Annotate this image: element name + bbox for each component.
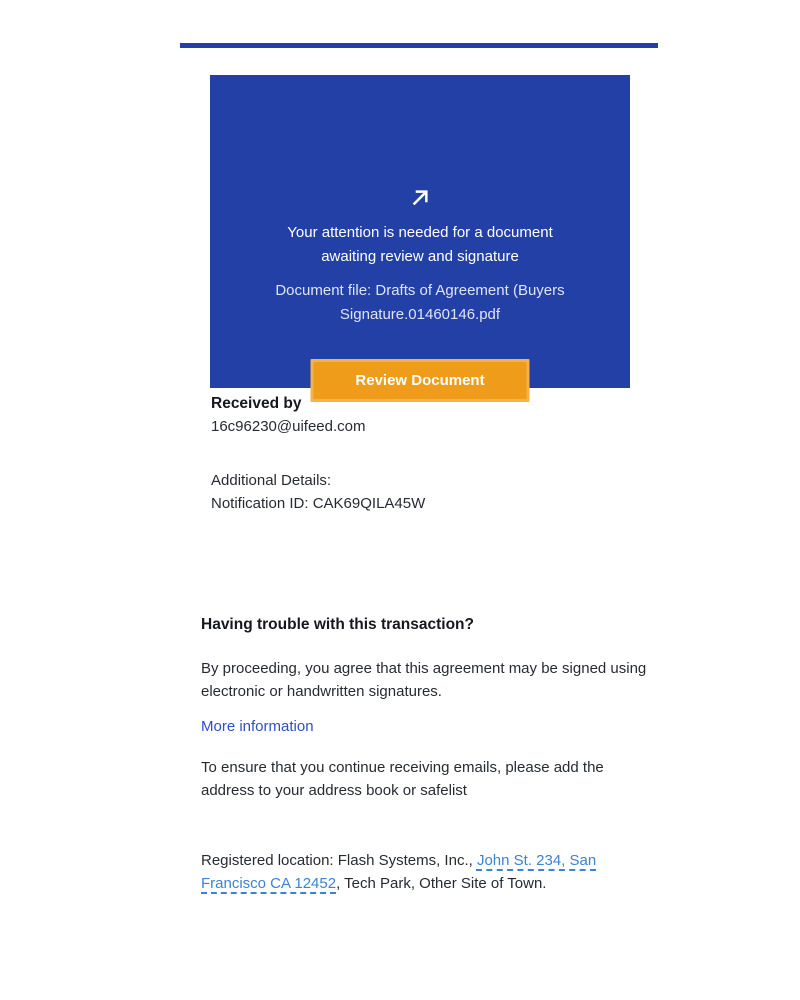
safelist-text: To ensure that you continue receiving emails, please add the address to your address book or safelist <box>201 759 604 799</box>
additional-details-label: Additional Details: <box>211 472 332 489</box>
help-heading: Having trouble with this transaction? <box>201 616 474 633</box>
banner-headline: Your attention is needed for a document awaiting review and signature <box>287 224 553 265</box>
address-link[interactable]: John St. 234, San Francisco CA 12452 <box>201 852 597 892</box>
location-suffix: , Tech Park, Other Site of Town. <box>336 875 547 892</box>
registered-location-text <box>201 849 649 895</box>
more-information-link[interactable]: More information <box>201 718 314 735</box>
review-document-button[interactable]: Review Document <box>311 359 530 402</box>
received-by-email: 16c96230@uifeed.com <box>211 418 366 435</box>
received-by-label: Received by <box>211 395 302 412</box>
arrow-up-right-icon <box>210 185 630 215</box>
notification-id: Notification ID: CAK69QILA45W <box>211 495 426 512</box>
banner-file-line: Document file: Drafts of Agreement (Buyers Signature.01460146.pdf <box>275 282 565 323</box>
notification-banner <box>210 75 630 388</box>
agreement-text: By proceeding, you agree that this agreement may be signed using electronic or handwritten signatures. <box>201 660 647 700</box>
top-divider <box>180 43 658 48</box>
location-prefix: Registered location: Flash Systems, Inc., <box>201 852 477 869</box>
